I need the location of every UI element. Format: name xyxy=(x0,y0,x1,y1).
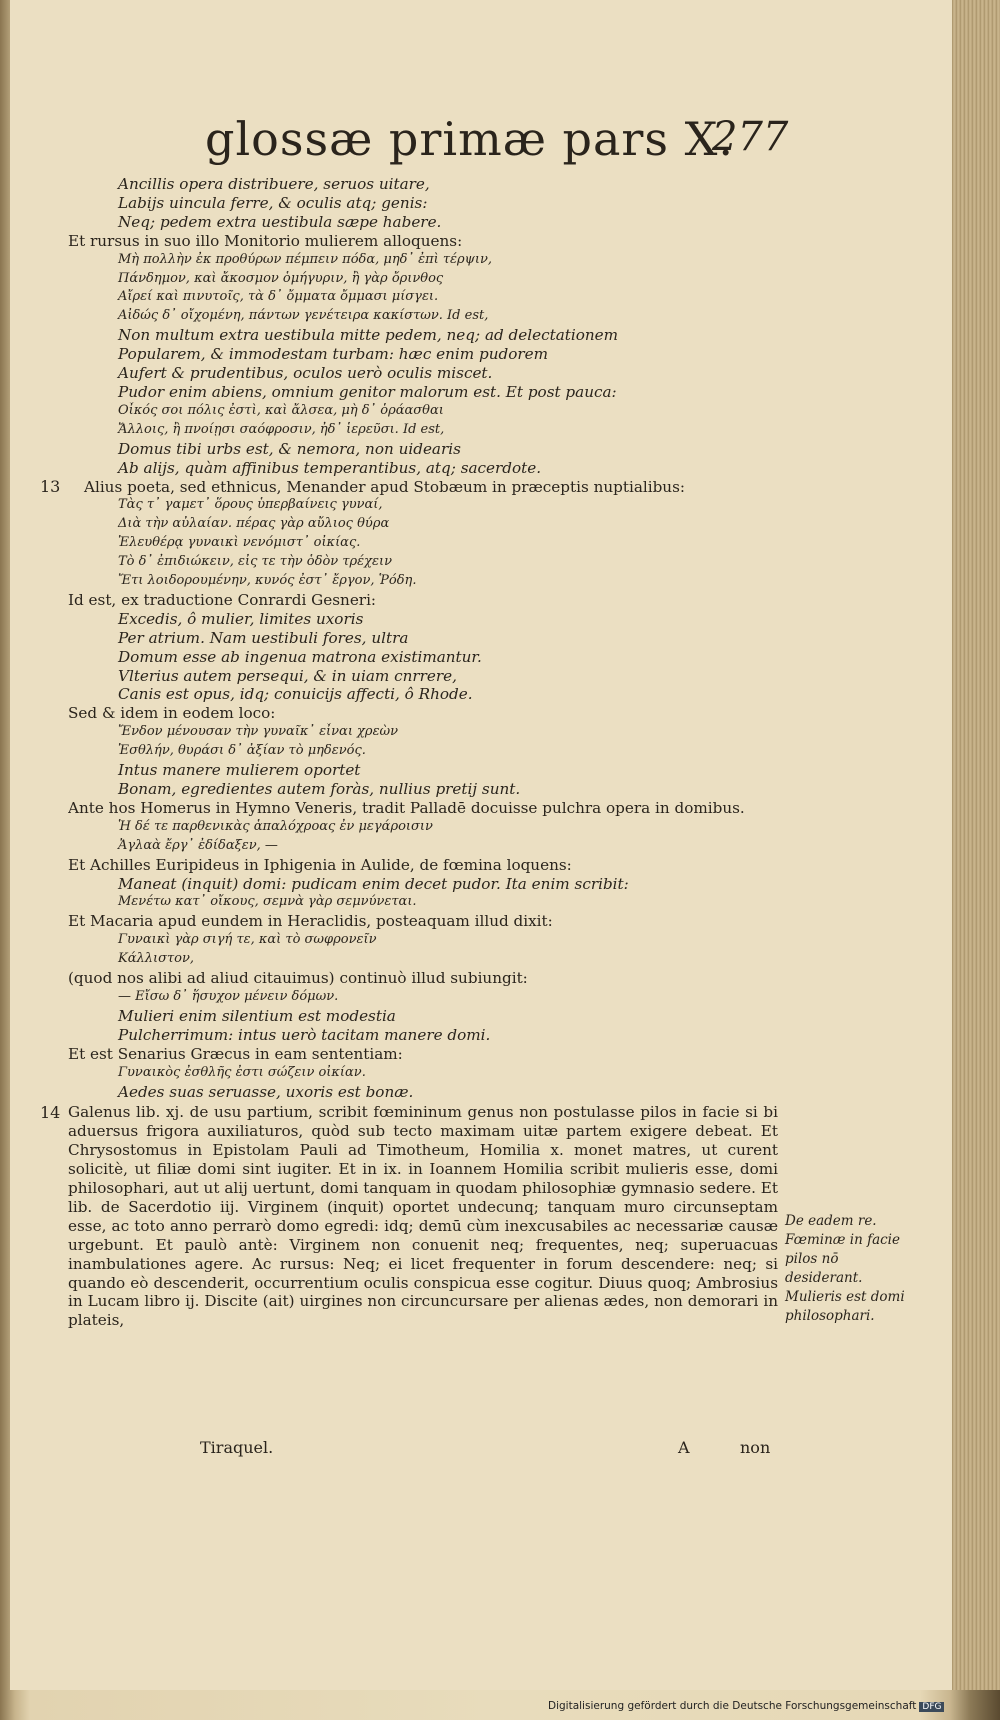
text-line: Intus manere mulierem oportet xyxy=(118,761,361,780)
text-line: Id est, ex traductione Conrardi Gesneri: xyxy=(68,590,377,609)
text-line: Mulieri enim silentium est modestia xyxy=(118,1006,396,1025)
text-line: Ἔνδον μένουσαν τὴν γυναῖκ᾽ εἶναι χρεὼν xyxy=(118,724,399,740)
text-line: Ancillis opera distribuere, seruos uitare, xyxy=(118,175,430,193)
text-line: Ante hos Homerus in Hymno Veneris, tradit Palladē docuisse pulchra opera in domibus. xyxy=(68,798,745,817)
text-line: Aedes suas seruasse, uxoris est bonæ. xyxy=(118,1082,414,1101)
page-number: 277 xyxy=(712,114,789,160)
dfg-logo: DFG xyxy=(919,1702,944,1712)
text-line: Γυναικὶ γὰρ σιγή τε, καὶ τὸ σωφρονεῖν xyxy=(118,932,377,948)
text-line: Ἡ δέ τε παρθενικὰς ἁπαλόχροας ἐν μεγάροισιν xyxy=(118,818,433,834)
text-line: Ab alijs, quàm affinibus temperantibus, atq; sacerdote. xyxy=(118,458,542,477)
text-line: Γυναικὸς ἐσθλῆς ἐστι σώζειν οἰκίαν. xyxy=(118,1064,366,1080)
signature-mark: A xyxy=(678,1438,690,1457)
text-line: Domus tibi urbs est, & nemora, non uidearis xyxy=(118,439,461,458)
sidenote-line: Mulieris est domi philosophari. xyxy=(785,1289,905,1324)
text-line: Αἰδώς δ᾽ οἴχομένη, πάντων γενέτειρα κακίστων. Id est, xyxy=(118,308,489,324)
section-number: 14 xyxy=(40,1103,61,1123)
text-line: Ἀγλαὰ ἔργ᾽ ἐδίδαξεν, — xyxy=(118,837,278,853)
credit-text: Digitalisierung gefördert durch die Deutsche Forschungsgemeinschaft xyxy=(548,1700,917,1712)
text-line: Πάνδημον, καὶ ἄκοσμον ὁμήγυριν, ἢ γὰρ ὄρινθος xyxy=(118,270,444,286)
text-line: Labijs uincula ferre, & oculis atq; genis: xyxy=(118,193,428,212)
footer-author: Tiraquel. xyxy=(200,1438,274,1457)
sidenote-line: De eadem re. xyxy=(785,1213,877,1229)
text-line: Οἶκός σοι πόλις ἐστὶ, καὶ ἄλσεα, μὴ δ᾽ ὁράασθαι xyxy=(118,402,444,418)
text-line: Et est Senarius Græcus in eam sententiam: xyxy=(68,1044,403,1063)
text-line: Et rursus in suo illo Monitorio mulierem alloquens: xyxy=(68,231,463,250)
text-line: Aufert & prudentibus, oculos uerò oculis miscet. xyxy=(118,364,493,383)
text-line: Pudor enim abiens, omnium genitor malorum est. Et post pauca: xyxy=(118,382,617,401)
text-line: Alius poeta, sed ethnicus, Menander apud Stobæum in præceptis nuptialibus: xyxy=(84,477,686,496)
running-head: glossæ primæ pars X. xyxy=(205,112,735,166)
paragraph: Galenus lib. xj. de usu partium, scribit fœmininum genus non postulasse pilos in facie si bi aduersus frigora auxiliaturos, quòd sub tecto maximam uitæ partem exigere debeat. Et Chrysostomus in Epistolam Pauli ad Timotheum, Homilia x. monet matres, ut curent solicitè, ut filiæ domi sint iugiter. Et in ix. in Ioannem Homilia scribit mulieris esse, domi philosophari, aut ut alij uertunt, domi tanquam in quodam philosophiæ gymnasio sedere. Et lib. de Sacerdotio iij. Virginem (inquit) oportet undecunq; tanquam muro circunseptam esse, ac toto anno perrarò domo egredi: idq; demū cùm inexcusabiles ac necessariæ causæ urgebunt. Et paulò antè: Virginem non conuenit neq; frequentes, neq; superuacuas inambulationes agere. Ac rursus: Neq; ei licet frequenter in forum descendere: neq; si quando eò descenderit, occurrentium oculis conspicua esse cogitur. Diuus quoq; Ambrosius in Lucam libro ij. Discite (ait) uirgines non circuncursare per alienas ædes, non demorari in plateis, xyxy=(68,1103,778,1330)
text-line: Αἴρεί καὶ πινυτοῖς, τὰ δ᾽ ὄμματα ὄμμασι μίσγει. xyxy=(118,289,439,305)
catchword: non xyxy=(740,1438,771,1457)
text-line: Popularem, & immodestam turbam: hæc enim pudorem xyxy=(118,345,549,364)
text-line: Non multum extra uestibula mitte pedem, neq; ad delectationem xyxy=(118,326,619,345)
text-line: Pulcherrimum: intus uerò tacitam manere domi. xyxy=(118,1025,491,1044)
digitization-credit xyxy=(548,1700,944,1712)
text-line: Διὰ τὴν αὐλαίαν. πέρας γὰρ αὔλιος θύρα xyxy=(118,516,390,532)
text-line: Et Achilles Euripideus in Iphigenia in Aulide, de fœmina loquens: xyxy=(68,855,572,874)
text-line: (quod nos alibi ad aliud citauimus) continuò illud subiungit: xyxy=(68,969,528,988)
text-line: — Εἴσω δ᾽ ἥσυχον μένειν δόμων. xyxy=(118,988,339,1004)
text-line: Ἄλλοις, ἢ πνοίῃσι σαόφροσιν, ἠδ᾽ ἱερεῦσι. Id est, xyxy=(118,421,445,437)
text-line: Domum esse ab ingenua matrona existimantur. xyxy=(118,647,482,666)
text-line: Vlterius autem persequi, & in uiam cnrrere, xyxy=(118,666,457,685)
text-line: Μὴ πολλὴν ἐκ προθύρων πέμπειν πόδα, μηδ᾽ ἐπὶ τέρψιν, xyxy=(118,251,493,267)
text-line: Ἐσθλήν, θυράσι δ᾽ ἀξίαν τὸ μηδενός. xyxy=(118,743,366,759)
book-page xyxy=(10,0,960,1690)
text-line: Ἔτι λοιδορουμένην, κυνός ἐστ᾽ ἔργον, Ῥόδη. xyxy=(118,573,417,589)
text-line: Μενέτω κατ᾽ οἴκους, σεμνὰ γὰρ σεμνύνεται. xyxy=(118,894,417,910)
text-line: Τὰς τ᾽ γαμετ᾽ ὅρους ὑπερβαίνεις γυναί, xyxy=(118,497,383,513)
marginal-note xyxy=(785,1212,905,1326)
text-line: Bonam, egredientes autem foràs, nullius pretij sunt. xyxy=(118,780,521,798)
text-line: Τὸ δ᾽ ἐπιδιώκειν, εἰς τε τὴν ὁδὸν τρέχειν xyxy=(118,554,392,570)
text-line: Canis est opus, idq; conuicijs affecti, ô Rhode. xyxy=(118,685,473,704)
text-line: Sed & idem in eodem loco: xyxy=(68,704,276,723)
text-line: Neq; pedem extra uestibula sæpe habere. xyxy=(118,212,442,231)
text-line: Κάλλιστον, xyxy=(118,951,194,967)
text-line: Et Macaria apud eundem in Heraclidis, posteaquam illud dixit: xyxy=(68,912,553,931)
text-line: Ἐλευθέρᾳ γυναικὶ νενόμιστ᾽ οἰκίας. xyxy=(118,535,361,551)
text-line: Per atrium. Nam uestibuli fores, ultra xyxy=(118,628,409,647)
sidenote-line: Fœminæ in facie pilos nō desiderant. xyxy=(785,1232,900,1286)
text-line: Excedis, ô mulier, limites uxoris xyxy=(118,609,364,628)
section-number: 13 xyxy=(40,477,61,497)
page-edges xyxy=(952,0,1000,1690)
text-line: Maneat (inquit) domi: pudicam enim decet pudor. Ita enim scribit: xyxy=(118,874,629,893)
main-text xyxy=(68,175,778,1330)
